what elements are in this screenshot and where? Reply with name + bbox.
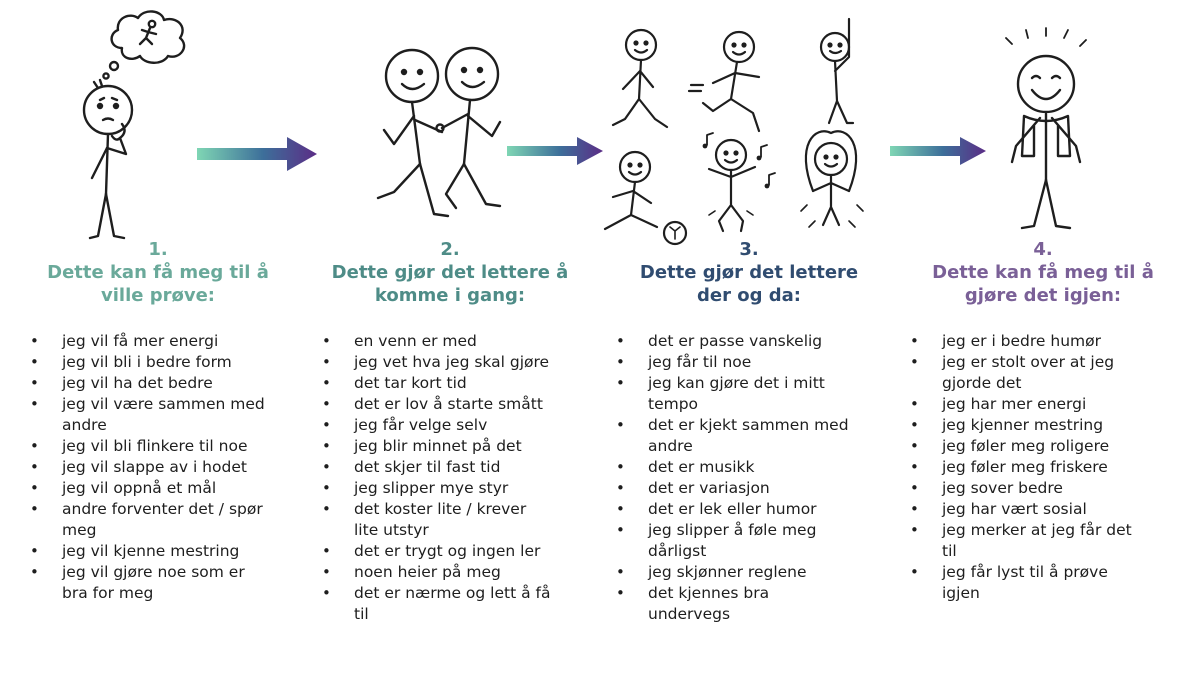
list-item <box>908 457 1178 478</box>
list-item <box>908 499 1178 520</box>
column-4-title <box>908 261 1178 307</box>
list-item-line: • jeg har mer energi <box>942 395 1087 413</box>
activities-stick-figures-icon <box>595 15 885 245</box>
column-3-title-line: der og da: <box>697 285 801 306</box>
list-item-line: • det er nærme og lett å få <box>354 584 551 602</box>
list-item-line: tempo <box>648 395 699 413</box>
list-item-line: • jeg blir minnet på det <box>354 437 522 455</box>
list-item <box>28 499 288 541</box>
list-item-line: • jeg vil kjenne mestring <box>62 542 240 560</box>
list-item <box>614 478 884 499</box>
list-item <box>614 352 884 373</box>
list-item <box>908 415 1178 436</box>
list-item-line: • jeg slipper å føle meg <box>648 521 817 539</box>
list-item <box>908 436 1178 457</box>
column-4-title-line: gjøre det igjen: <box>964 285 1122 306</box>
list-item <box>28 436 288 457</box>
list-item-line: • det er variasjon <box>648 479 770 497</box>
column-3-title-line: Dette gjør det lettere <box>639 262 859 283</box>
list-item <box>28 541 288 562</box>
list-item <box>320 331 580 352</box>
list-item-line: meg <box>62 521 97 539</box>
list-item-line: • jeg vil ha det bedre <box>62 374 213 392</box>
column-1-title-line: Dette kan få meg til å <box>47 262 269 283</box>
list-item-line: • jeg vil bli i bedre form <box>62 353 232 371</box>
list-item <box>614 499 884 520</box>
list-item <box>908 562 1178 604</box>
list-item-line: til <box>354 605 369 623</box>
list-item-line: • det koster lite / krever <box>354 500 527 518</box>
list-item-line: • jeg vil slappe av i hodet <box>62 458 247 476</box>
list-item <box>908 331 1178 352</box>
list-item <box>614 520 884 562</box>
list-item <box>320 478 580 499</box>
list-item-line: • jeg får til noe <box>648 353 752 371</box>
list-item-line: • jeg føler meg friskere <box>942 458 1108 476</box>
column-2-title <box>320 261 580 307</box>
list-item <box>320 415 580 436</box>
list-item <box>28 478 288 499</box>
list-item <box>320 352 580 373</box>
list-item <box>908 394 1178 415</box>
thinking-stick-figure-icon <box>70 8 200 240</box>
arrow-right-icon <box>195 134 320 174</box>
list-item-line: • jeg har vært sosial <box>942 500 1087 518</box>
column-3 <box>614 238 884 625</box>
list-item-line: dårligst <box>648 542 707 560</box>
column-2-title-line: komme i gang: <box>374 285 526 306</box>
list-item-line: undervegs <box>648 605 731 623</box>
list-item-line: • jeg skjønner reglene <box>648 563 807 581</box>
column-1-list <box>28 331 288 604</box>
list-item-line: • jeg får velge selv <box>354 416 488 434</box>
arrow-right-icon <box>505 134 605 168</box>
column-4-title-line: Dette kan få meg til å <box>932 262 1154 283</box>
column-4-number: 4. <box>1033 239 1053 260</box>
column-1-number: 1. <box>148 239 168 260</box>
list-item-line: • jeg vet hva jeg skal gjøre <box>354 353 550 371</box>
list-item <box>908 352 1178 394</box>
list-item-line: • jeg er stolt over at jeg <box>942 353 1115 371</box>
list-item-line: • jeg vil oppnå et mål <box>62 479 217 497</box>
list-item <box>28 394 288 436</box>
list-item <box>320 436 580 457</box>
list-item-line: • jeg føler meg roligere <box>942 437 1110 455</box>
column-1-title <box>28 261 288 307</box>
arrow-right-icon <box>888 134 988 168</box>
list-item-line: • jeg kan gjøre det i mitt <box>648 374 825 392</box>
list-item <box>320 457 580 478</box>
list-item <box>614 583 884 625</box>
list-item-line: igjen <box>942 584 980 602</box>
list-item <box>614 373 884 415</box>
walking-friends-icon <box>368 40 518 228</box>
list-item <box>320 541 580 562</box>
list-item <box>614 562 884 583</box>
list-item <box>28 373 288 394</box>
list-item-line: andre <box>62 416 107 434</box>
list-item-line: • jeg vil være sammen med <box>62 395 265 413</box>
list-item-line: lite utstyr <box>354 521 429 539</box>
list-item-line: • det kjennes bra <box>648 584 770 602</box>
list-item-line: • jeg merker at jeg får det <box>942 521 1132 539</box>
list-item-line: bra for meg <box>62 584 154 602</box>
list-item <box>28 331 288 352</box>
column-4 <box>908 238 1178 604</box>
list-item-line: • det er musikk <box>648 458 755 476</box>
list-item <box>28 457 288 478</box>
list-item-line: • andre forventer det / spør <box>62 500 263 518</box>
list-item-line: • jeg vil gjøre noe som er <box>62 563 245 581</box>
list-item-line: • jeg sover bedre <box>942 479 1063 497</box>
list-item <box>614 415 884 457</box>
list-item-line: • jeg vil bli flinkere til noe <box>62 437 248 455</box>
list-item-line: gjorde det <box>942 374 1022 392</box>
list-item-line: • det er kjekt sammen med <box>648 416 849 434</box>
list-item-line: andre <box>648 437 693 455</box>
list-item-line: • en venn er med <box>354 332 477 350</box>
column-2-title-line: Dette gjør det lettere å <box>331 262 569 283</box>
column-2-list <box>320 331 580 625</box>
list-item <box>28 352 288 373</box>
list-item <box>28 562 288 604</box>
list-item-line: • det er lov å starte smått <box>354 395 543 413</box>
column-3-list <box>614 331 884 625</box>
list-item-line: • det skjer til fast tid <box>354 458 501 476</box>
column-3-number: 3. <box>739 239 759 260</box>
list-item <box>320 583 580 625</box>
column-1-title-line: ville prøve: <box>101 285 215 306</box>
list-item <box>908 520 1178 562</box>
list-item-line: • det tar kort tid <box>354 374 467 392</box>
list-item <box>614 331 884 352</box>
column-2-number: 2. <box>440 239 460 260</box>
column-4-list <box>908 331 1178 604</box>
list-item-line: • det er lek eller humor <box>648 500 817 518</box>
list-item-line: • det er trygt og ingen ler <box>354 542 541 560</box>
list-item-line: • jeg vil få mer energi <box>62 332 219 350</box>
list-item <box>614 457 884 478</box>
list-item-line: • jeg slipper mye styr <box>354 479 509 497</box>
list-item <box>320 499 580 541</box>
happy-stick-figure-icon <box>990 30 1100 236</box>
column-1 <box>28 238 288 604</box>
list-item-line: • jeg får lyst til å prøve <box>942 563 1108 581</box>
list-item <box>908 478 1178 499</box>
list-item-line: • det er passe vanskelig <box>648 332 823 350</box>
column-3-title <box>614 261 884 307</box>
list-item-line: til <box>942 542 957 560</box>
list-item-line: • jeg kjenner mestring <box>942 416 1104 434</box>
list-item <box>320 373 580 394</box>
list-item-line: • jeg er i bedre humør <box>942 332 1101 350</box>
column-2 <box>320 238 580 625</box>
list-item <box>320 394 580 415</box>
list-item <box>320 562 580 583</box>
list-item-line: • noen heier på meg <box>354 563 501 581</box>
